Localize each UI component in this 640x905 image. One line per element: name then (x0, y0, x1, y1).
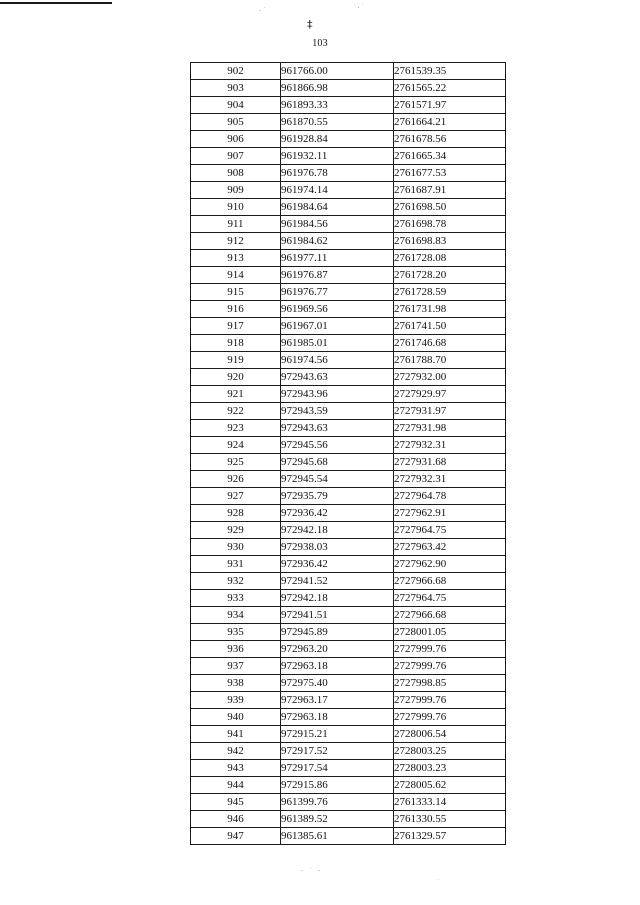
x-coordinate-cell: 961985.01 (281, 335, 394, 352)
point-number-cell: 942 (191, 743, 281, 760)
x-coordinate-cell: 972936.42 (281, 505, 394, 522)
scan-speck-icon: · ˙ · (300, 867, 322, 875)
x-coordinate-cell: 961967.01 (281, 318, 394, 335)
y-coordinate-cell: 2761330.55 (394, 811, 506, 828)
point-number-cell: 944 (191, 777, 281, 794)
table-row (191, 607, 506, 624)
point-number-cell: 926 (191, 471, 281, 488)
y-coordinate-cell: 2761539.35 (394, 63, 506, 80)
table-row (191, 726, 506, 743)
y-coordinate-cell: 2761741.50 (394, 318, 506, 335)
y-coordinate-cell: 2727966.68 (394, 607, 506, 624)
point-number-cell: 920 (191, 369, 281, 386)
point-number-cell: 935 (191, 624, 281, 641)
table-row (191, 386, 506, 403)
y-coordinate-cell: 2761677.53 (394, 165, 506, 182)
y-coordinate-cell: 2727931.68 (394, 454, 506, 471)
point-number-cell: 932 (191, 573, 281, 590)
x-coordinate-cell: 972941.51 (281, 607, 394, 624)
x-coordinate-cell: 972941.52 (281, 573, 394, 590)
y-coordinate-cell: 2727964.75 (394, 590, 506, 607)
table-row (191, 760, 506, 777)
x-coordinate-cell: 961932.11 (281, 148, 394, 165)
point-number-cell: 940 (191, 709, 281, 726)
point-number-cell: 917 (191, 318, 281, 335)
table-row (191, 454, 506, 471)
point-number-cell: 921 (191, 386, 281, 403)
point-number-cell: 923 (191, 420, 281, 437)
point-number-cell: 914 (191, 267, 281, 284)
y-coordinate-cell: 2727999.76 (394, 709, 506, 726)
x-coordinate-cell: 972945.89 (281, 624, 394, 641)
x-coordinate-cell: 961984.56 (281, 216, 394, 233)
y-coordinate-cell: 2727964.75 (394, 522, 506, 539)
point-number-cell: 912 (191, 233, 281, 250)
table-row (191, 573, 506, 590)
y-coordinate-cell: 2728003.25 (394, 743, 506, 760)
table-row (191, 539, 506, 556)
y-coordinate-cell: 2761746.68 (394, 335, 506, 352)
point-number-cell: 930 (191, 539, 281, 556)
point-number-cell: 911 (191, 216, 281, 233)
table-row (191, 811, 506, 828)
point-number-cell: 902 (191, 63, 281, 80)
y-coordinate-cell: 2761698.78 (394, 216, 506, 233)
table-row (191, 556, 506, 573)
coordinates-table-body (191, 63, 506, 845)
x-coordinate-cell: 961385.61 (281, 828, 394, 845)
y-coordinate-cell: 2727999.76 (394, 658, 506, 675)
table-row (191, 794, 506, 811)
x-coordinate-cell: 961969.56 (281, 301, 394, 318)
table-row (191, 352, 506, 369)
y-coordinate-cell: 2761728.08 (394, 250, 506, 267)
table-row (191, 301, 506, 318)
y-coordinate-cell: 2727932.00 (394, 369, 506, 386)
point-number-cell: 910 (191, 199, 281, 216)
table-row (191, 505, 506, 522)
x-coordinate-cell: 972943.96 (281, 386, 394, 403)
y-coordinate-cell: 2761731.98 (394, 301, 506, 318)
table-row (191, 471, 506, 488)
table-row (191, 692, 506, 709)
table-row (191, 114, 506, 131)
point-number-cell: 933 (191, 590, 281, 607)
table-row (191, 403, 506, 420)
y-coordinate-cell: 2761665.34 (394, 148, 506, 165)
x-coordinate-cell: 961976.87 (281, 267, 394, 284)
y-coordinate-cell: 2761728.59 (394, 284, 506, 301)
table-row (191, 777, 506, 794)
table-row (191, 97, 506, 114)
table-row (191, 590, 506, 607)
table-row (191, 437, 506, 454)
y-coordinate-cell: 2727964.78 (394, 488, 506, 505)
table-row (191, 250, 506, 267)
table-row (191, 641, 506, 658)
point-number-cell: 903 (191, 80, 281, 97)
table-row (191, 488, 506, 505)
point-number-cell: 907 (191, 148, 281, 165)
point-number-cell: 916 (191, 301, 281, 318)
y-coordinate-cell: 2761565.22 (394, 80, 506, 97)
table-row (191, 284, 506, 301)
page-number: 103 (312, 38, 328, 49)
point-number-cell: 929 (191, 522, 281, 539)
y-coordinate-cell: 2761664.21 (394, 114, 506, 131)
point-number-cell: 906 (191, 131, 281, 148)
x-coordinate-cell: 961870.55 (281, 114, 394, 131)
point-number-cell: 934 (191, 607, 281, 624)
x-coordinate-cell: 972975.40 (281, 675, 394, 692)
x-coordinate-cell: 961977.11 (281, 250, 394, 267)
x-coordinate-cell: 961974.14 (281, 182, 394, 199)
table-row (191, 267, 506, 284)
point-number-cell: 939 (191, 692, 281, 709)
table-row (191, 80, 506, 97)
y-coordinate-cell: 2761698.50 (394, 199, 506, 216)
table-row (191, 420, 506, 437)
x-coordinate-cell: 972942.18 (281, 590, 394, 607)
table-row (191, 624, 506, 641)
y-coordinate-cell: 2727998.85 (394, 675, 506, 692)
y-coordinate-cell: 2761571.97 (394, 97, 506, 114)
point-number-cell: 938 (191, 675, 281, 692)
x-coordinate-cell: 961389.52 (281, 811, 394, 828)
table-row (191, 199, 506, 216)
point-number-cell: 904 (191, 97, 281, 114)
scan-speck-icon: ˙ (436, 879, 441, 887)
y-coordinate-cell: 2727962.91 (394, 505, 506, 522)
x-coordinate-cell: 972963.18 (281, 658, 394, 675)
table-row (191, 318, 506, 335)
y-coordinate-cell: 2727999.76 (394, 641, 506, 658)
table-row (191, 165, 506, 182)
top-edge-rule (0, 2, 112, 4)
table-row (191, 675, 506, 692)
x-coordinate-cell: 972963.18 (281, 709, 394, 726)
y-coordinate-cell: 2727999.76 (394, 692, 506, 709)
y-coordinate-cell: 2727931.97 (394, 403, 506, 420)
point-number-cell: 918 (191, 335, 281, 352)
y-coordinate-cell: 2728003.23 (394, 760, 506, 777)
y-coordinate-cell: 2728001.05 (394, 624, 506, 641)
x-coordinate-cell: 972943.63 (281, 420, 394, 437)
table-row (191, 233, 506, 250)
y-coordinate-cell: 2761329.57 (394, 828, 506, 845)
x-coordinate-cell: 972917.52 (281, 743, 394, 760)
x-coordinate-cell: 961984.64 (281, 199, 394, 216)
point-number-cell: 909 (191, 182, 281, 199)
table-row (191, 828, 506, 845)
x-coordinate-cell: 972945.56 (281, 437, 394, 454)
table-row (191, 182, 506, 199)
x-coordinate-cell: 972935.79 (281, 488, 394, 505)
y-coordinate-cell: 2727931.98 (394, 420, 506, 437)
x-coordinate-cell: 961974.56 (281, 352, 394, 369)
point-number-cell: 908 (191, 165, 281, 182)
point-number-cell: 925 (191, 454, 281, 471)
x-coordinate-cell: 961976.78 (281, 165, 394, 182)
x-coordinate-cell: 961928.84 (281, 131, 394, 148)
y-coordinate-cell: 2761698.83 (394, 233, 506, 250)
table-row (191, 522, 506, 539)
y-coordinate-cell: 2761678.56 (394, 131, 506, 148)
x-coordinate-cell: 972945.68 (281, 454, 394, 471)
y-coordinate-cell: 2761687.91 (394, 182, 506, 199)
point-number-cell: 913 (191, 250, 281, 267)
x-coordinate-cell: 961766.00 (281, 63, 394, 80)
x-coordinate-cell: 972936.42 (281, 556, 394, 573)
y-coordinate-cell: 2727962.90 (394, 556, 506, 573)
table-row (191, 148, 506, 165)
table-row (191, 335, 506, 352)
point-number-cell: 931 (191, 556, 281, 573)
point-number-cell: 924 (191, 437, 281, 454)
table-row (191, 216, 506, 233)
point-number-cell: 941 (191, 726, 281, 743)
point-number-cell: 927 (191, 488, 281, 505)
x-coordinate-cell: 972938.03 (281, 539, 394, 556)
table-row (191, 131, 506, 148)
x-coordinate-cell: 972915.86 (281, 777, 394, 794)
table-row (191, 369, 506, 386)
point-number-cell: 928 (191, 505, 281, 522)
y-coordinate-cell: 2727963.42 (394, 539, 506, 556)
x-coordinate-cell: 972963.17 (281, 692, 394, 709)
x-coordinate-cell: 972945.54 (281, 471, 394, 488)
x-coordinate-cell: 972942.18 (281, 522, 394, 539)
point-number-cell: 905 (191, 114, 281, 131)
table-row (191, 743, 506, 760)
x-coordinate-cell: 961866.98 (281, 80, 394, 97)
y-coordinate-cell: 2728006.54 (394, 726, 506, 743)
point-number-cell: 943 (191, 760, 281, 777)
y-coordinate-cell: 2761728.20 (394, 267, 506, 284)
point-number-cell: 922 (191, 403, 281, 420)
y-coordinate-cell: 2728005.62 (394, 777, 506, 794)
table-row (191, 63, 506, 80)
coordinates-table (190, 62, 506, 845)
point-number-cell: 936 (191, 641, 281, 658)
point-number-cell: 946 (191, 811, 281, 828)
point-number-cell: 947 (191, 828, 281, 845)
x-coordinate-cell: 961976.77 (281, 284, 394, 301)
y-coordinate-cell: 2761788.70 (394, 352, 506, 369)
scan-speck-icon: ·˙ (258, 7, 267, 15)
scan-mark-icon: ‡ (307, 18, 313, 31)
point-number-cell: 945 (191, 794, 281, 811)
x-coordinate-cell: 961399.76 (281, 794, 394, 811)
scan-speck-icon: ˙·˙ (352, 4, 365, 12)
table-row (191, 709, 506, 726)
x-coordinate-cell: 972917.54 (281, 760, 394, 777)
point-number-cell: 919 (191, 352, 281, 369)
x-coordinate-cell: 972943.59 (281, 403, 394, 420)
y-coordinate-cell: 2761333.14 (394, 794, 506, 811)
x-coordinate-cell: 972943.63 (281, 369, 394, 386)
table-row (191, 658, 506, 675)
x-coordinate-cell: 972963.20 (281, 641, 394, 658)
point-number-cell: 937 (191, 658, 281, 675)
point-number-cell: 915 (191, 284, 281, 301)
y-coordinate-cell: 2727929.97 (394, 386, 506, 403)
x-coordinate-cell: 972915.21 (281, 726, 394, 743)
y-coordinate-cell: 2727966.68 (394, 573, 506, 590)
y-coordinate-cell: 2727932.31 (394, 471, 506, 488)
y-coordinate-cell: 2727932.31 (394, 437, 506, 454)
x-coordinate-cell: 961893.33 (281, 97, 394, 114)
x-coordinate-cell: 961984.62 (281, 233, 394, 250)
